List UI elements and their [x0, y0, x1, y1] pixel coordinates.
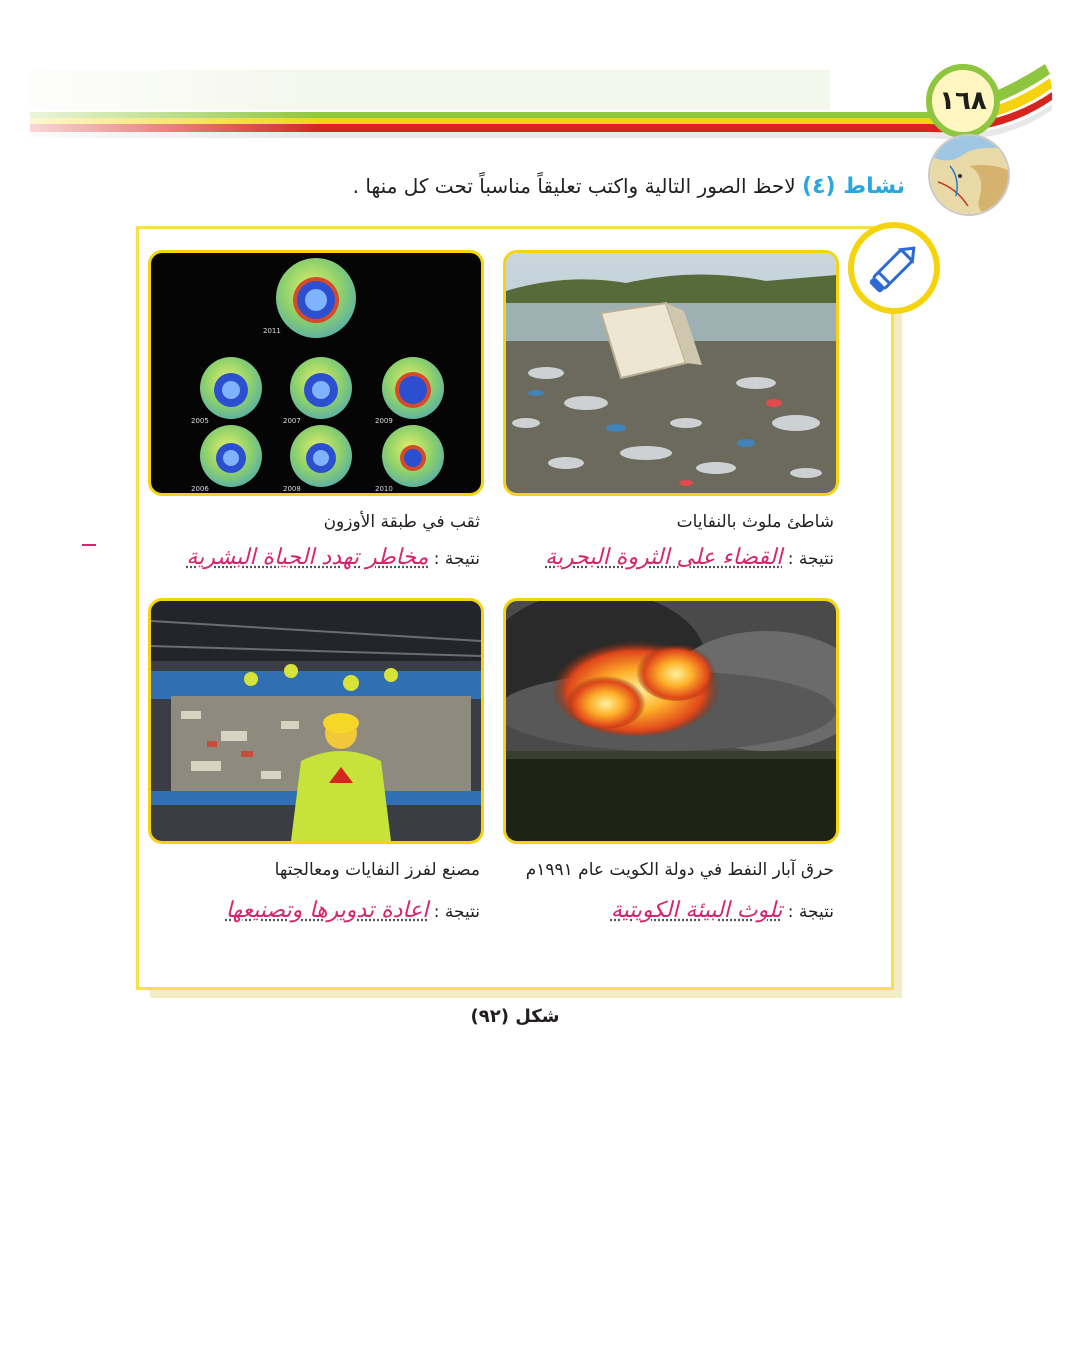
result-ozone-hole — [186, 545, 480, 570]
activity-heading — [353, 174, 905, 199]
ozone-year-2010: 2010 — [375, 485, 393, 493]
activity-instruction: لاحظ الصور التالية واكتب تعليقاً مناسباً تحت كل منها . — [352, 174, 796, 198]
page-number: ١٦٨ — [926, 64, 1000, 138]
handwritten-answer: اعادة تدويرها وتصنيعها — [225, 898, 429, 923]
result-label: نتيجة : — [433, 902, 480, 922]
handwritten-answer: القضاء على الثروة البحرية — [545, 545, 783, 570]
result-label: نتيجة : — [433, 549, 480, 569]
caption-polluted-beach: شاطئ ملوث بالنفايات — [676, 512, 834, 532]
ozone-year-2007: 2007 — [283, 417, 301, 425]
figure-label: شكل (٩٢) — [470, 1006, 560, 1027]
polluted-beach-photo — [503, 250, 839, 496]
ozone-year-2008: 2008 — [283, 485, 301, 493]
caption-ozone-hole: ثقب في طبقة الأوزون — [323, 512, 480, 532]
result-recycling-factory — [226, 898, 480, 923]
handwritten-answer: مخاطر تهدد الحياة البشرية — [186, 545, 429, 570]
ozone-year-2006: 2006 — [191, 485, 209, 493]
ozone-year-2005: 2005 — [191, 417, 209, 425]
pencil-icon — [848, 222, 940, 314]
result-polluted-beach — [545, 545, 834, 570]
ozone-hole-photo — [148, 250, 484, 496]
result-label: نتيجة : — [787, 549, 834, 569]
map-icon — [928, 134, 1010, 216]
recycling-factory-photo — [148, 598, 484, 844]
ozone-year-2011: 2011 — [263, 327, 281, 335]
result-oil-fires — [611, 898, 834, 923]
oil-well-fire-photo — [503, 598, 839, 844]
caption-recycling-factory: مصنع لفرز النفايات ومعالجتها — [274, 860, 480, 880]
ozone-year-2009: 2009 — [375, 417, 393, 425]
handwritten-answer: تلوث البيئة الكويتية — [610, 898, 783, 923]
caption-oil-fires: حرق آبار النفط في دولة الكويت عام ١٩٩١م — [525, 860, 834, 880]
header-stripes — [0, 0, 1070, 170]
result-label: نتيجة : — [787, 902, 834, 922]
activity-title: نشاط (٤) — [802, 174, 905, 199]
pen-mark — [82, 544, 96, 546]
